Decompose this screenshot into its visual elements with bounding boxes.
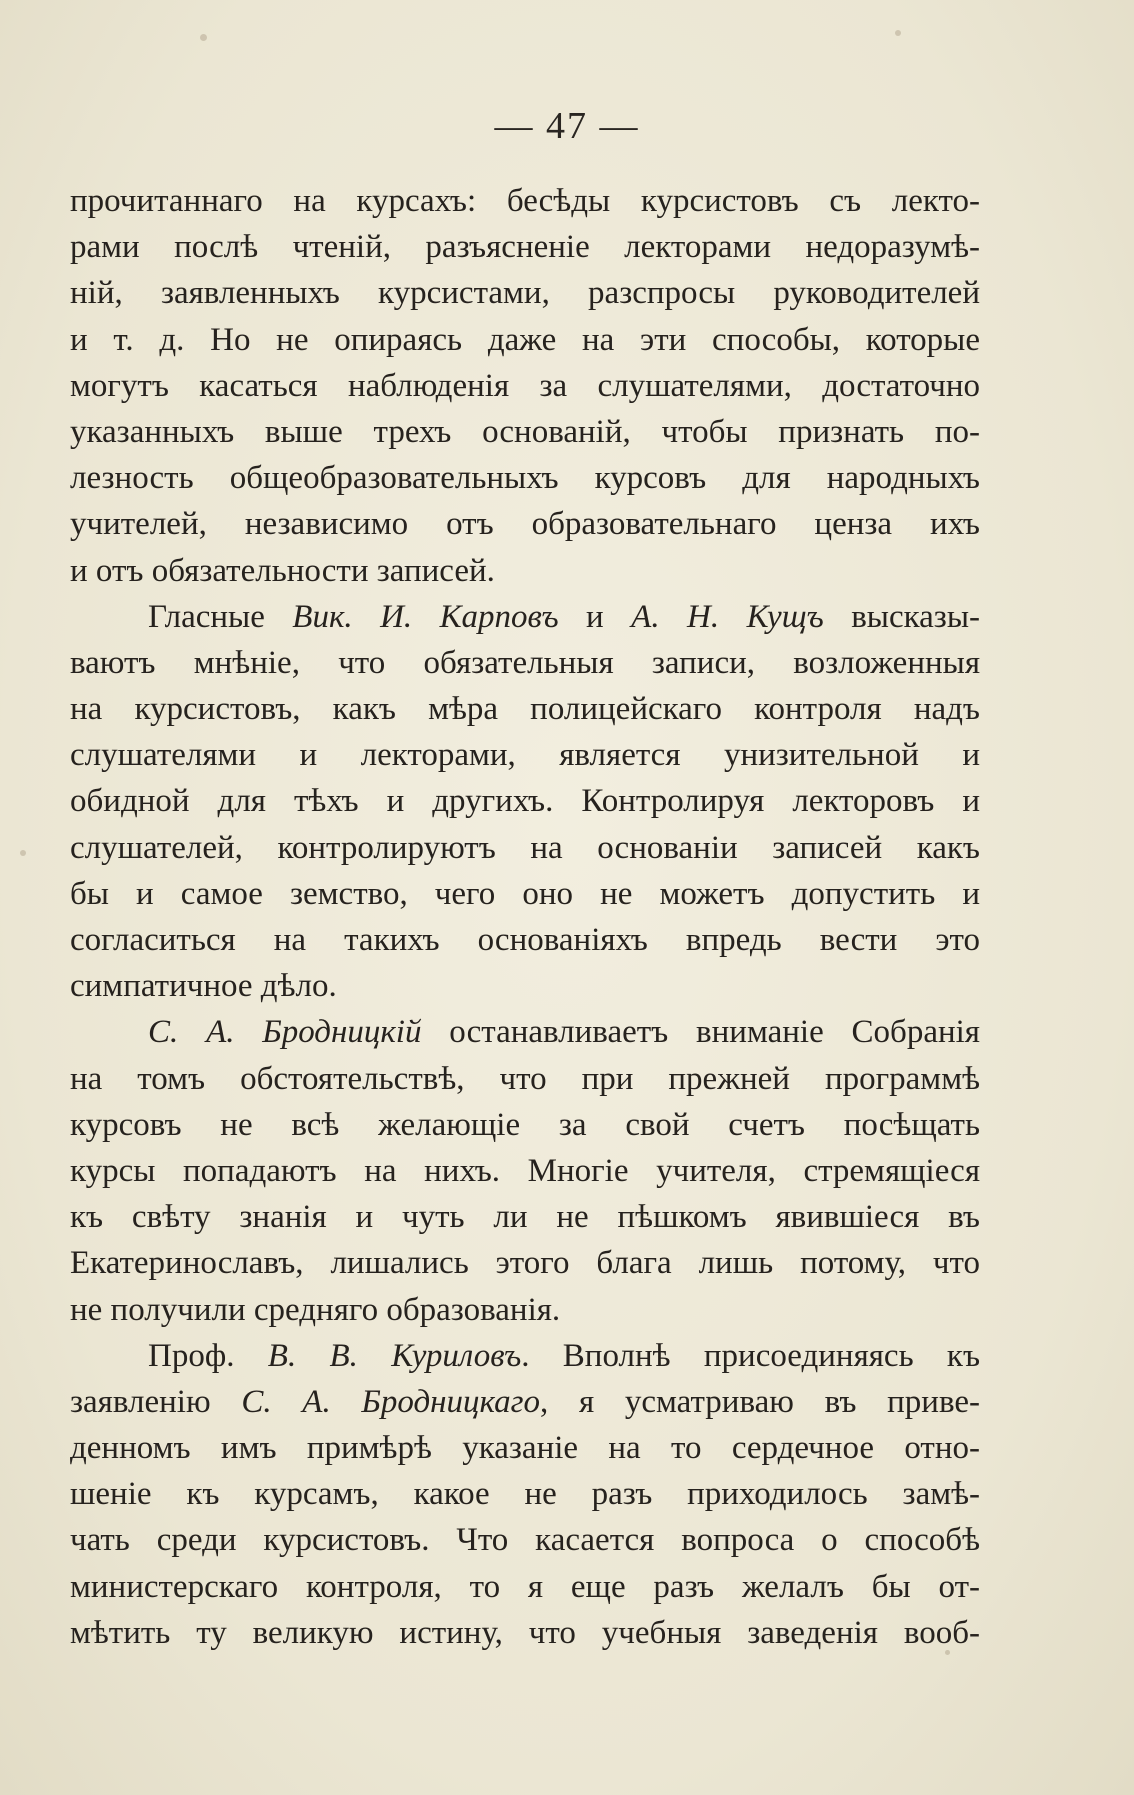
text-line: [70, 917, 980, 963]
text-segment: обидной для тѣхъ и другихъ. Контролируя лекторовъ и: [70, 783, 980, 820]
page-number: — 47 —: [494, 105, 640, 147]
text-segment: и отъ обязательности записей.: [70, 552, 495, 589]
text-segment: заявленію: [70, 1383, 242, 1420]
text-line: [70, 1517, 980, 1563]
text-segment: бы и самое земство, чего оно не можетъ допустить и: [70, 875, 980, 912]
text-segment: шеніе къ курсамъ, какое не разъ приходилось замѣ-: [70, 1476, 980, 1513]
text-line: [70, 1610, 980, 1656]
text-line: [70, 1471, 980, 1517]
text-segment: министерскаго контроля, то я еще разъ желалъ бы от-: [70, 1568, 980, 1605]
text-segment: останавливаетъ вниманіе Собранія: [421, 1014, 980, 1051]
text-segment: высказы-: [823, 598, 980, 635]
speaker-name: А. Н. Кущъ: [631, 598, 824, 635]
text-line: [70, 548, 980, 594]
text-segment: Екатеринославъ, лишались этого блага лишь потому, что: [70, 1245, 980, 1282]
text-line: [70, 825, 980, 871]
text-segment: учителей, независимо отъ образовательнаго ценза ихъ: [70, 506, 980, 543]
text-segment: мѣтить ту великую истину, что учебныя заведенія вооб-: [70, 1614, 980, 1651]
text-segment: рами послѣ чтеній, разъясненіе лекторами недоразумѣ-: [70, 229, 980, 266]
text-segment: ній, заявленныхъ курсистами, разспросы руководителей: [70, 275, 980, 312]
text-segment: симпатичное дѣло.: [70, 968, 337, 1005]
text-segment: лезность общеобразовательныхъ курсовъ для народныхъ: [70, 460, 980, 497]
text-segment: на томъ обстоятельствѣ, что при прежней программѣ: [70, 1060, 980, 1097]
text-segment: ваютъ мнѣніе, что обязательныя записи, возложенныя: [70, 644, 980, 681]
text-segment: . Вполнѣ присоединяясь къ: [521, 1337, 980, 1374]
text-segment: указанныхъ выше трехъ основаній, чтобы признать по-: [70, 413, 980, 450]
text-segment: курсовъ не всѣ желающіе за свой счетъ посѣщать: [70, 1106, 980, 1143]
text-line: [70, 1333, 980, 1379]
speaker-name: С. А. Бродницкій: [148, 1014, 422, 1051]
text-segment: на курсистовъ, какъ мѣра полицейскаго контроля надъ: [70, 691, 980, 728]
text-segment: Гласные: [148, 598, 293, 635]
text-line: [70, 1056, 980, 1102]
paper-stain: [895, 30, 901, 36]
text-segment: не получили средняго образованія.: [70, 1291, 561, 1328]
text-line: [70, 1287, 980, 1333]
body-text: [70, 178, 980, 1656]
text-line: [70, 732, 980, 778]
text-segment: чать среди курсистовъ. Что касается вопроса о способѣ: [70, 1522, 980, 1559]
text-segment: слушателями и лекторами, является унизительной и: [70, 737, 980, 774]
text-line: [70, 686, 980, 732]
text-line: [70, 409, 980, 455]
text-segment: слушателей, контролируютъ на основаніи записей какъ: [70, 829, 980, 866]
paper-stain: [200, 34, 207, 41]
text-line: [70, 501, 980, 547]
text-line: [70, 1240, 980, 1286]
text-segment: и: [558, 598, 632, 635]
text-segment: , я усматриваю въ приве-: [540, 1383, 980, 1420]
text-line: [70, 1379, 980, 1425]
text-line: [70, 594, 980, 640]
text-line: [70, 1148, 980, 1194]
text-segment: Проф.: [148, 1337, 268, 1374]
text-line: [70, 363, 980, 409]
text-segment: прочитаннаго на курсахъ: бесѣды курсистовъ съ лекто-: [70, 183, 980, 219]
text-line: [70, 1009, 980, 1055]
speaker-name: Вик. И. Карповъ: [292, 598, 559, 635]
text-line: [70, 963, 980, 1009]
speaker-name: С. А. Бродницкаго: [241, 1383, 541, 1420]
paper-stain: [20, 850, 26, 856]
text-line: [70, 778, 980, 824]
text-line: [70, 270, 980, 316]
text-line: [70, 1102, 980, 1148]
text-segment: къ свѣту знанія и чуть ли не пѣшкомъ явившіеся въ: [70, 1199, 980, 1236]
text-line: [70, 1194, 980, 1240]
text-segment: и т. д. Но не опираясь даже на эти способы, которые: [70, 321, 980, 358]
text-segment: могутъ касаться наблюденія за слушателями, достаточно: [70, 367, 980, 404]
text-line: [70, 178, 980, 224]
text-line: [70, 317, 980, 363]
text-segment: согласиться на такихъ основаніяхъ впредь вести это: [70, 922, 980, 958]
text-segment: курсы попадаютъ на нихъ. Многіе учителя, стремящіеся: [70, 1152, 980, 1189]
text-segment: денномъ имъ примѣрѣ указаніе на то сердечное отно-: [70, 1430, 980, 1467]
text-line: [70, 1564, 980, 1610]
text-line: [70, 1425, 980, 1471]
text-line: [70, 871, 980, 917]
speaker-name: В. В. Куриловъ: [267, 1337, 522, 1374]
text-line: [70, 640, 980, 686]
text-line: [70, 455, 980, 501]
text-line: [70, 224, 980, 270]
